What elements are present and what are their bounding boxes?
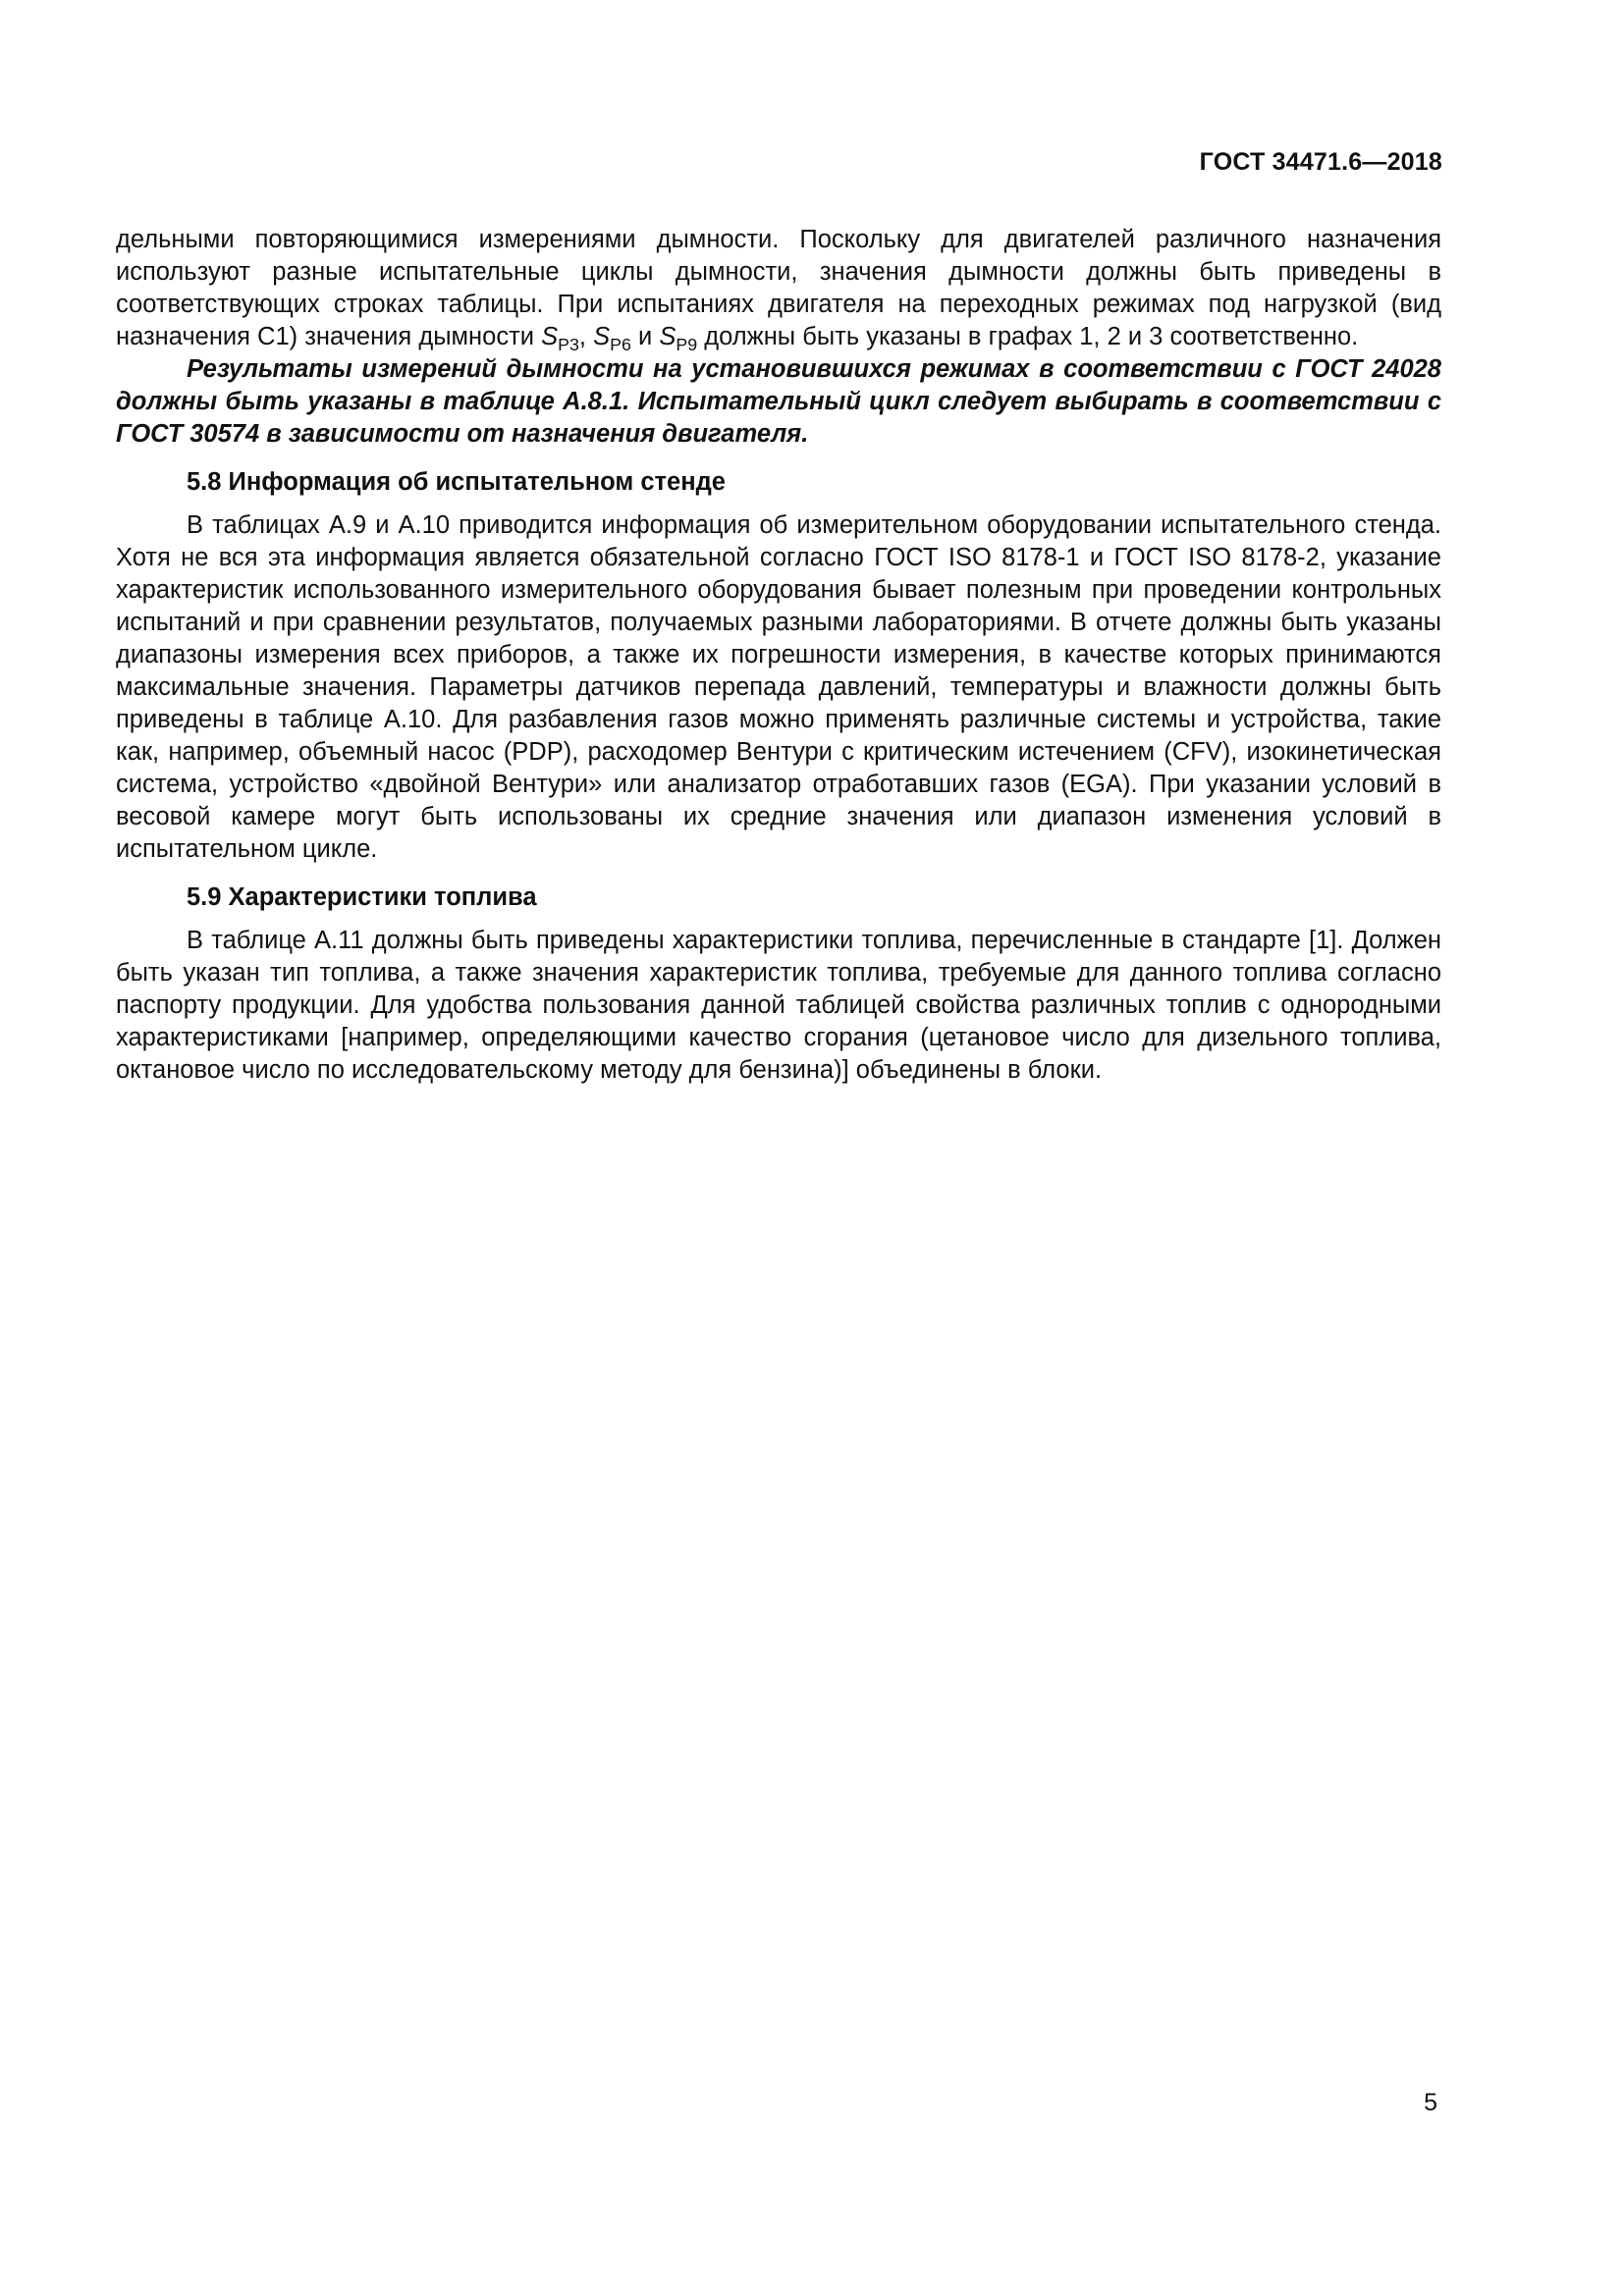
- smoke-symbol-s-p9: [659, 323, 698, 354]
- symbol-letter: S: [659, 323, 677, 350]
- intro-text-before: дельными повторяющимися измерениями дымности. Поскольку для двигателей различного назначения используют разные испытательные циклы дымности, значения дымности должны быть приведены в соответствующих строках таблицы. При испытаниях двигателя на переходных режимах под нагрузкой (вид назначения С1) значения дымности: [116, 226, 1441, 350]
- page-body: [116, 224, 1441, 1087]
- symbol-letter: S: [593, 323, 611, 350]
- smoke-symbol-s-p6: [593, 323, 631, 354]
- smoke-symbol-s-p3: [541, 323, 579, 354]
- section-5-9-body: В таблице А.11 должны быть приведены характеристики топлива, перечисленные в стандарте [1]. Должен быть указан тип топлива, а также значения характеристик топлива, требуемые для данного топлива согласно паспорту продукции. Для удобства пользования данной таблицей свойства различных топлив с однородными характеристиками [например, определяющими качество сгорания (цетановое число для дизельного топлива, октановое число по исследовательскому методу для бензина)] объединены в блоки.: [116, 927, 1441, 1084]
- emphasis-paragraph: Результаты измерений дымности на установившихся режимах в соответствии с ГОСТ 24028 должны быть указаны в таблице А.8.1. Испытательный цикл следует выбирать в соответствии с ГОСТ 30574 в зависимости от назначения двигателя.: [116, 355, 1441, 448]
- section-5-8-body: В таблицах А.9 и А.10 приводится информация об измерительном оборудовании испытательного стенда. Хотя не вся эта информация является обязательной согласно ГОСТ ISO 8178-1 и ГОСТ ISO 8178-2, указание характеристик использованного измерительного оборудования бывает полезным при проведении контрольных испытаний и при сравнении результатов, получаемых разными лабораториями. В отчете должны быть указаны диапазоны измерения всех приборов, а также их погрешности измерения, в качестве которых принимаются максимальные значения. Параметры датчиков перепада давлений, температуры и влажности должны быть приведены в таблице А.10. Для разбавления газов можно применять различные системы и устройства, такие как, например, объемный насос (PDP), расходомер Вентури с критическим истечением (CFV), изокинетическая система, устройство «двойной Вентури» или анализатор отработавших газов (EGA). При указании условий в весовой камере могут быть использованы их средние значения или диапазон изменения условий в испытательном цикле.: [116, 511, 1441, 863]
- symbol-subscript: P9: [676, 335, 698, 354]
- intro-paragraph: [116, 224, 1441, 353]
- symbol-letter: S: [541, 323, 559, 350]
- separator: и: [630, 323, 660, 350]
- page-number: 5: [1424, 2089, 1437, 2116]
- separator: ,: [578, 323, 594, 350]
- section-heading-5-8: 5.8 Информация об испытательном стенде: [187, 468, 726, 496]
- document-header-id: ГОСТ 34471.6—2018: [1199, 148, 1442, 176]
- intro-text-after: должны быть указаны в графах 1, 2 и 3 соответственно.: [697, 323, 1359, 350]
- section-heading-5-9: 5.9 Характеристики топлива: [187, 883, 537, 911]
- symbol-subscript: P3: [558, 335, 579, 354]
- symbol-subscript: P6: [610, 335, 631, 354]
